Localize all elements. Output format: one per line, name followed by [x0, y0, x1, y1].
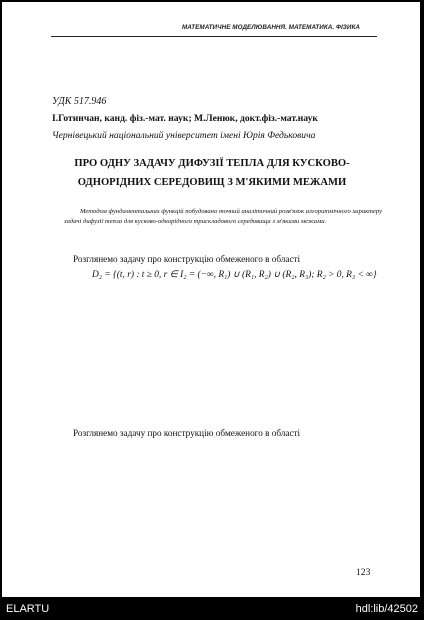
body-paragraph: Розглянемо задачу про конструкцію обмеженого в області	[73, 428, 301, 438]
header-rule	[51, 36, 377, 37]
footer-handle: hdl:lib/42502	[355, 603, 418, 615]
authors: І.Готинчан, канд. фіз.-мат. наук; М.Ленюк, докт.фіз.-мат.наук	[52, 113, 318, 124]
abstract: Методом фундаментальних функцій побудовано точний аналітичний розв'язок алгоритмічного характеру задачі дифузії тепла для кусково-однорідного трискладового середовища з м'якими межами.	[64, 208, 382, 226]
article-title-line-2: ОДНОРІДНИХ СЕРЕДОВИЩ З М'ЯКИМИ МЕЖАМИ	[77, 177, 347, 188]
running-header: МАТЕМАТИЧНЕ МОДЕЛЮВАННЯ. МАТЕМАТИКА. ФІЗИКА	[182, 24, 360, 31]
article-title-line-1: ПРО ОДНУ ЗАДАЧУ ДИФУЗІЇ ТЕПЛА ДЛЯ КУСКОВО-	[74, 158, 350, 169]
udc-code: УДК 517.946	[52, 96, 107, 107]
footer-repository-name: ELARTU	[6, 603, 50, 615]
paper-page	[2, 2, 420, 597]
page-number: 123	[356, 567, 371, 578]
intro-paragraph: Розглянемо задачу про конструкцію обмеженого в області	[73, 254, 301, 264]
affiliation: Чернівецький національний університет імені Юрія Федьковича	[52, 130, 316, 141]
domain-formula: D₂ = {(t, r) : t ≥ 0, r ∈ I₂ = (−∞, R₁) ∪ (R₁, R₂) ∪ (R₂, R₃); R₂ > 0, R₃ < ∞}	[92, 270, 377, 280]
